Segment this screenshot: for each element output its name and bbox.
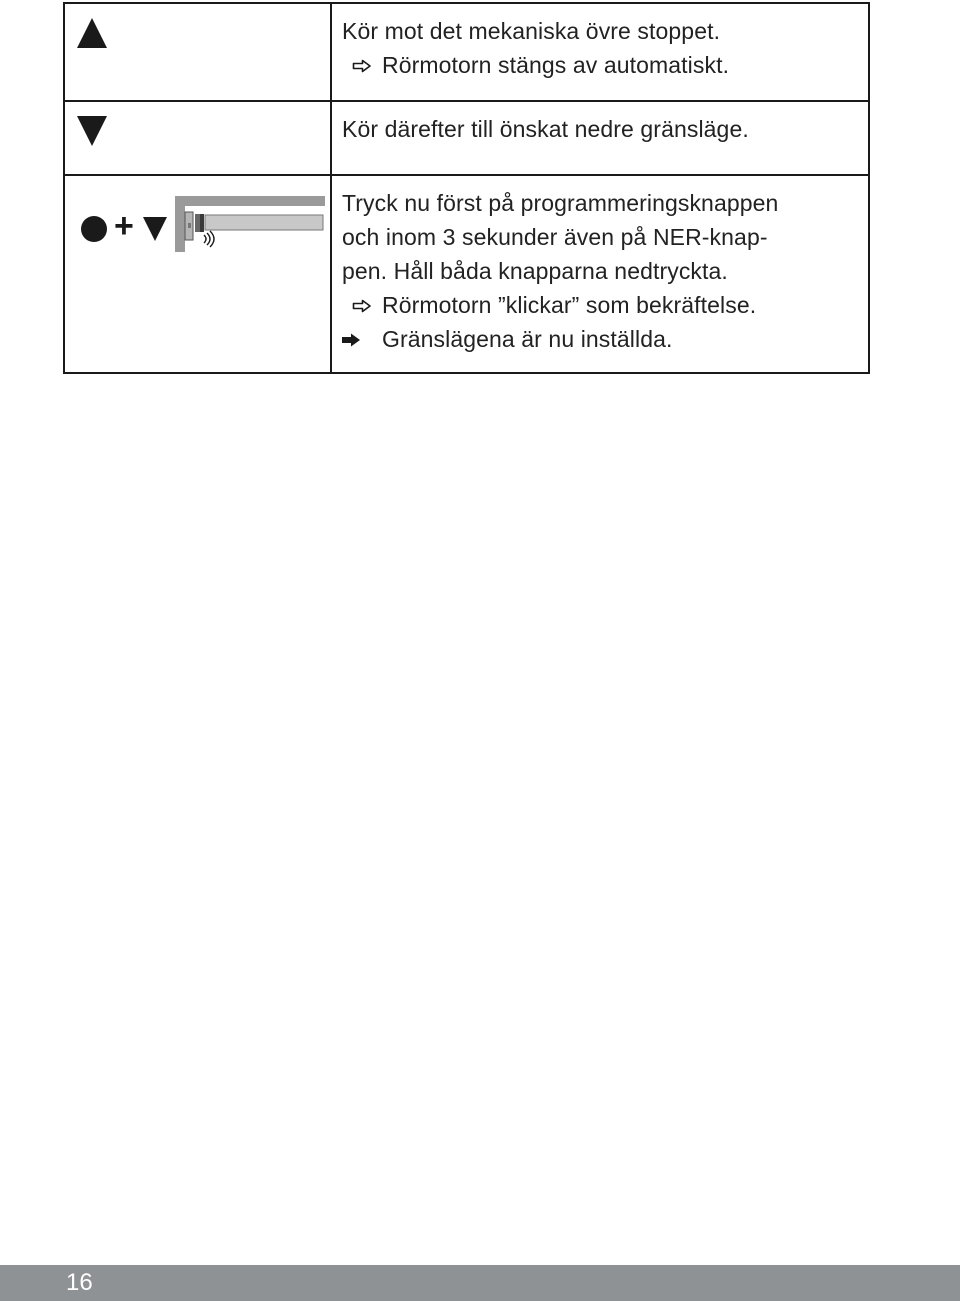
filled-arrow-icon (341, 333, 361, 347)
table-row (64, 175, 869, 373)
up-arrow-icon (77, 18, 107, 48)
symbol-cell (64, 175, 331, 373)
instruction-text: Kör mot det mekaniska övre stoppet. (342, 18, 721, 44)
page-number: 16 (66, 1269, 93, 1296)
instruction-cell (331, 3, 869, 101)
table-row (64, 3, 869, 101)
instruction-text: Tryck nu först på programmeringsknappen (342, 190, 779, 216)
footer-bar (0, 1265, 960, 1301)
instruction-cell (331, 175, 869, 373)
instruction-text: pen. Håll båda knapparna nedtryckta. (342, 258, 728, 284)
instruction-table (63, 2, 870, 374)
table-row (64, 101, 869, 175)
program-button-icon (81, 216, 107, 242)
hint-line (342, 48, 868, 82)
hint-text: Rörmotorn ”klickar” som bekräftelse. (382, 292, 757, 318)
result-line (342, 322, 868, 356)
result-text: Gränslägena är nu inställda. (382, 326, 673, 352)
instruction-text: Kör därefter till önskat nedre gränsläge. (342, 116, 749, 142)
down-arrow-icon (143, 217, 167, 241)
hint-text: Rörmotorn stängs av automatiskt. (382, 52, 730, 78)
tube-motor-click-icon (175, 192, 325, 262)
instruction-text: och inom 3 sekunder även på NER-knap- (342, 224, 768, 250)
instruction-cell (331, 101, 869, 175)
symbol-cell (64, 101, 331, 175)
hollow-arrow-icon (352, 59, 372, 73)
symbol-cell (64, 3, 331, 101)
hollow-arrow-icon (352, 299, 372, 313)
down-arrow-icon (77, 116, 107, 146)
plus-sign: + (114, 207, 134, 245)
hint-line (342, 288, 868, 322)
